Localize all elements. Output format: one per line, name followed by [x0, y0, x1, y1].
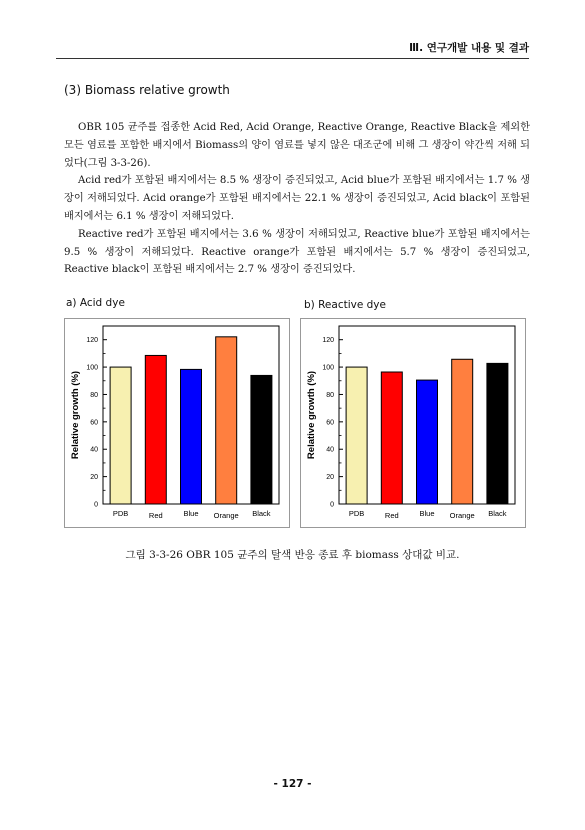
y-tick-label: 100 [86, 364, 98, 372]
y-axis-label: Relative growth (%) [70, 370, 81, 460]
x-tick-label: Blue [419, 509, 435, 518]
x-tick-label: Red [148, 511, 163, 520]
x-tick-label: Black [252, 509, 271, 518]
y-tick-label: 20 [90, 474, 98, 482]
paragraph: Reactive red가 포함된 배지에서는 3.6 % 생장이 저해되었고, Reactive blue가 포함된 배지에서는 9.5 % 생장이 저해되었다. Reactive orange가 포함된 배지에서는 5.7 % 생장이 증진되었고, Reactive black이 포함된 배지에서는 2.7 % 생장이 증진되었다. [64, 228, 530, 276]
x-tick-label: PDB [348, 509, 365, 518]
paragraph: OBR 105 균주를 접종한 Acid Red, Acid Orange, Reactive Orange, Reactive Black을 제외한 모든 염료를 포함한 배지에서 Biomass의 양이 염료를 넣지 않은 대조군에 비해 그 생장이 약간씩 저해 되었다(그림 3-3-26). [64, 122, 530, 169]
body-text [64, 119, 530, 279]
x-tick-label: Orange [449, 511, 475, 520]
running-header: Ⅲ. 연구개발 내용 및 결과 [409, 42, 529, 54]
y-tick-label: 80 [90, 391, 98, 399]
chart-reactive-dye [300, 318, 526, 528]
bar-black [487, 363, 508, 504]
chart-a-title: a) Acid dye [66, 297, 125, 309]
bar-red [145, 355, 166, 504]
chart-acid-dye [64, 318, 290, 528]
bar-pdb [346, 367, 367, 504]
y-tick-label: 40 [326, 446, 334, 454]
header-rule [56, 58, 529, 59]
paragraph: Acid red가 포함된 배지에서는 8.5 % 생장이 증진되었고, Acid blue가 포함된 배지에서는 1.7 % 생장이 저해되었다. Acid orange가 포함된 배지에서는 22.1 % 생장이 증진되었고, Acid black이 포함된 배지에서는 6.1 % 생장이 저해되었다. [64, 175, 530, 222]
x-tick-label: PDB [112, 509, 129, 518]
bar-blue [181, 369, 202, 504]
y-tick-label: 100 [322, 364, 334, 372]
x-tick-label: Blue [183, 509, 199, 518]
y-tick-label: 60 [326, 419, 334, 427]
y-tick-label: 20 [326, 474, 334, 482]
y-tick-label: 0 [94, 501, 98, 509]
x-tick-label: Orange [213, 511, 239, 520]
bar-red [381, 372, 402, 504]
chart-b-title: b) Reactive dye [304, 299, 386, 311]
x-tick-label: Black [488, 509, 507, 518]
bar-orange [452, 359, 473, 504]
y-tick-label: 120 [322, 337, 334, 345]
figure-caption: 그림 3-3-26 OBR 105 균주의 탈색 반응 종료 후 biomass 상대값 비교. [125, 549, 460, 561]
y-tick-label: 80 [326, 391, 334, 399]
y-tick-label: 120 [86, 337, 98, 345]
y-tick-label: 0 [330, 501, 334, 509]
section-title: (3) Biomass relative growth [64, 83, 230, 97]
bar-blue [417, 380, 438, 504]
y-tick-label: 60 [90, 419, 98, 427]
page-number: - 127 - [273, 778, 312, 790]
x-tick-label: Red [384, 511, 399, 520]
bar-pdb [110, 367, 131, 504]
bar-orange [216, 337, 237, 504]
y-tick-label: 40 [90, 446, 98, 454]
bar-black [251, 375, 272, 504]
y-axis-label: Relative growth (%) [306, 370, 317, 460]
